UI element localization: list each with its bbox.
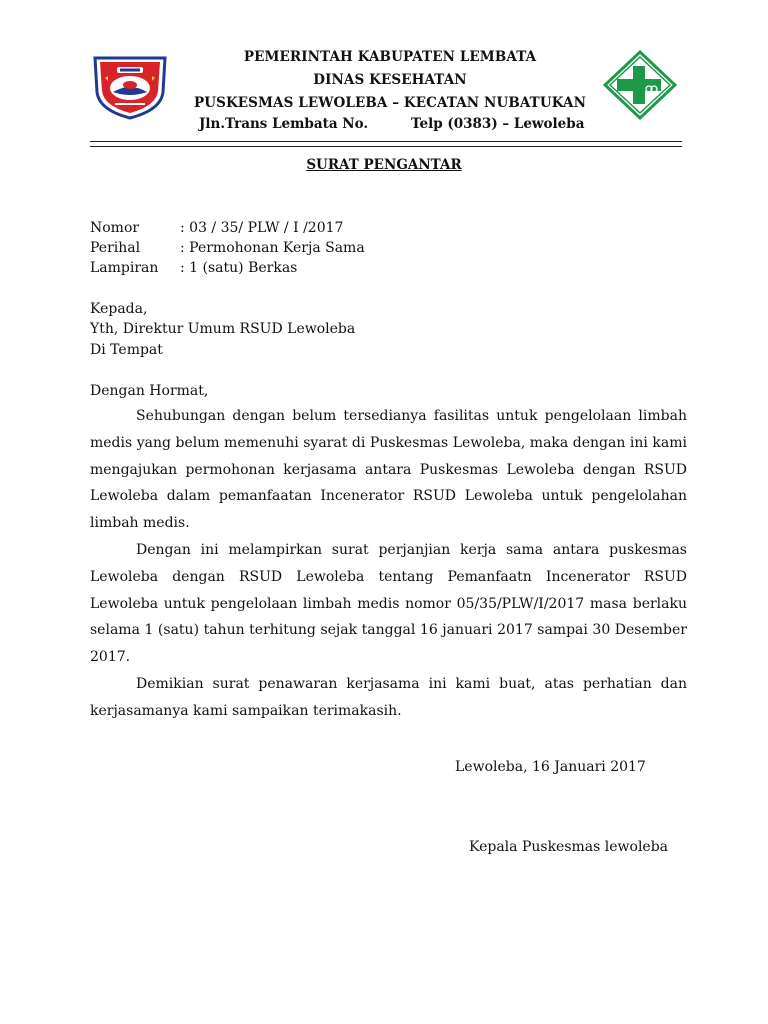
body-paragraph: Sehubungan dengan belum tersedianya fasilitas untuk pengelolaan limbah medis yang belum memenuhi syarat di Puskesmas Lewoleba, maka dengan ini kami mengajukan permohonan kerjasama antara Puskesmas Lewoleba dengan RSUD Lewoleba dalam pemanfaatan Incenerator RSUD Lewoleba untuk pengelolahan limbah medis. — [90, 408, 687, 532]
header-rule-thin — [90, 146, 682, 147]
header-puskesmas: PUSKESMAS LEWOLEBA – KECATAN NUBATUKAN — [193, 95, 587, 111]
header-phone: Telp (0383) – Lewoleba — [411, 116, 585, 132]
header-department: DINAS KESEHATAN — [313, 72, 467, 88]
header-government: PEMERINTAH KABUPATEN LEMBATA — [243, 49, 537, 65]
body-paragraph: Dengan ini melampirkan surat perjanjian kerja sama antara puskesmas Lewoleba dengan RSUD Lewoleba tentang Pemanfaatn Incenerator RSUD Lewoleba untuk pengelolaan limbah medis nomor 05/35/PLW/I/2017 masa berlaku selama 1 (satu) tahun terhitung sejak tanggal 16 januari 2017 sampai 30 Desember 2017. — [90, 542, 687, 666]
recipient-place: Di Tempat — [90, 342, 163, 358]
meta-value-perihal: : Permohonan Kerja Sama — [180, 240, 365, 256]
meta-label-nomor: Nomor — [90, 220, 140, 236]
body-paragraph: Demikian surat penawaran kerjasama ini kami buat, atas perhatian dan kerjasamanya kami sampaikan terimakasih. — [90, 676, 687, 719]
place-date: Lewoleba, 16 Januari 2017 — [455, 759, 646, 775]
salutation: Dengan Hormat, — [90, 383, 209, 399]
meta-value-nomor: : 03 / 35/ PLW / I /2017 — [180, 220, 344, 236]
recipient-name: Yth, Direktur Umum RSUD Lewoleba — [90, 321, 356, 337]
header-address: Jln.Trans Lembata No. — [199, 116, 369, 132]
signatory-title: Kepala Puskesmas lewoleba — [469, 839, 669, 855]
letter-title: SURAT PENGANTAR — [306, 157, 462, 173]
meta-label-lampiran: Lampiran — [90, 260, 159, 276]
recipient-kepada: Kepada, — [90, 301, 148, 317]
lembata-emblem-logo — [91, 52, 169, 122]
meta-label-perihal: Perihal — [90, 240, 141, 256]
header-rule-thick — [90, 141, 682, 142]
meta-value-lampiran: : 1 (satu) Berkas — [180, 260, 298, 276]
puskesmas-logo — [603, 50, 677, 120]
